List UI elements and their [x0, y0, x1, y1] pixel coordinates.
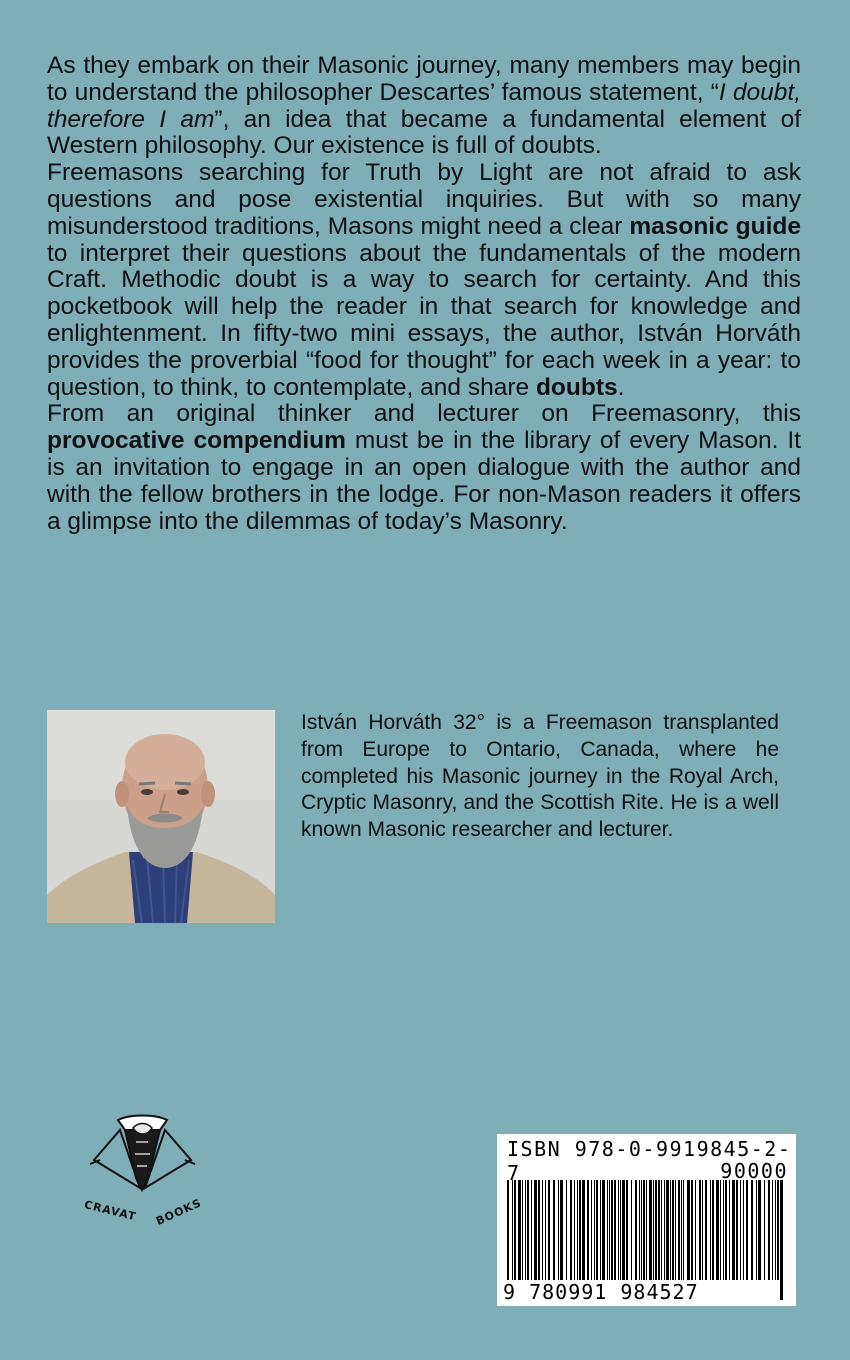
barcode-bar	[626, 1180, 628, 1280]
back-cover-blurb	[47, 53, 801, 535]
barcode-bar	[542, 1180, 543, 1280]
barcode-bar	[574, 1180, 575, 1280]
barcode-bar	[618, 1180, 619, 1280]
barcode-bar	[577, 1180, 578, 1280]
publisher-word-cravat: CRAVAT	[82, 1198, 138, 1224]
barcode-bar	[635, 1180, 637, 1280]
barcode-bar	[736, 1180, 738, 1280]
barcode-bar	[622, 1180, 625, 1280]
barcode-bar	[558, 1180, 559, 1280]
barcode-bar	[594, 1180, 595, 1280]
ean-digits: 9 780991 984527	[503, 1280, 699, 1304]
barcode-bar	[746, 1180, 748, 1280]
barcode-bar	[631, 1180, 632, 1280]
barcode-bar	[649, 1180, 652, 1280]
barcode-bar	[716, 1180, 719, 1280]
cravat-books-logo	[80, 1108, 205, 1228]
barcode-bar	[758, 1180, 761, 1280]
barcode-bar	[775, 1180, 776, 1280]
barcode-bar	[527, 1180, 529, 1280]
barcode-bar	[545, 1180, 546, 1280]
barcode-bar	[600, 1180, 601, 1280]
barcode-bar	[518, 1180, 521, 1280]
publisher-word-books: BOOKS	[154, 1196, 204, 1228]
barcode-bar	[732, 1180, 735, 1280]
barcode-bar	[764, 1180, 765, 1280]
barcode-bar	[743, 1180, 744, 1280]
barcode-bar	[687, 1180, 690, 1280]
barcode-bar	[643, 1180, 645, 1280]
barcode-bar	[683, 1180, 684, 1280]
author-portrait-illustration	[47, 710, 275, 923]
barcode-bar	[723, 1180, 724, 1280]
barcode-bar	[641, 1180, 642, 1280]
barcode-bar	[646, 1180, 647, 1280]
barcode-bar	[681, 1180, 682, 1280]
barcode-bar	[639, 1180, 640, 1280]
barcode-bar	[661, 1180, 662, 1280]
barcode-bar	[664, 1180, 665, 1280]
barcode-bar	[525, 1180, 526, 1280]
author-bio: István Horváth 32° is a Freemason transplanted from Europe to Ontario, Canada, where he completed his Masonic journey in the Royal Arch, Cryptic Masonry, and the Scottish Rite. He is a well known Masonic researcher and lecturer.	[301, 711, 779, 842]
barcode-bar	[768, 1180, 770, 1280]
barcode-bar	[566, 1180, 567, 1280]
barcode-bar	[582, 1180, 585, 1280]
isbn-label: ISBN 978-0-9919845-2-7	[507, 1137, 792, 1185]
barcode-bar	[596, 1180, 598, 1280]
barcode-bar	[655, 1180, 657, 1280]
author-photo	[47, 710, 275, 923]
barcode-bar	[675, 1180, 676, 1280]
barcode-bar	[666, 1180, 669, 1280]
barcode-bar	[607, 1180, 608, 1280]
barcode-bar	[531, 1180, 532, 1280]
barcode-bar	[695, 1180, 696, 1280]
descartes-quote: I doubt, therefore I am	[47, 78, 801, 133]
barcode-bar	[751, 1180, 753, 1280]
barcode-bar	[710, 1180, 711, 1280]
bold-doubts: doubts	[535, 373, 618, 401]
barcode-bar	[678, 1180, 680, 1280]
barcode-bar	[691, 1180, 693, 1280]
barcode-bar	[548, 1180, 550, 1280]
barcode-bar	[653, 1180, 654, 1280]
blurb-paragraph-1: As they embark on their Masonic journey, many members may begin to understand the philosopher Descartes’ famous statement, “I doubt, therefore I am”, an idea that became a fundamental element of Western philosophy. Our existence is full of doubts.	[47, 52, 802, 160]
price-code: 90000	[720, 1159, 788, 1183]
barcode-bar	[560, 1180, 563, 1280]
isbn-barcode	[497, 1134, 796, 1306]
barcode-bar	[740, 1180, 741, 1280]
barcode-bar	[579, 1180, 581, 1280]
barcode-bar	[672, 1180, 674, 1280]
barcode-bar	[522, 1180, 523, 1280]
barcode-bar	[705, 1180, 707, 1280]
barcode-bar	[658, 1180, 660, 1280]
barcode-bar	[538, 1180, 540, 1280]
barcode-bar	[720, 1180, 721, 1280]
barcode-bar	[620, 1180, 621, 1280]
barcode-bar	[756, 1180, 757, 1280]
barcode-bar	[602, 1180, 605, 1280]
barcode-bar	[725, 1180, 727, 1280]
barcode-bar	[587, 1180, 589, 1280]
blurb-paragraph-2: Freemasons searching for Truth by Light are not afraid to ask questions and pose existential inquiries. But with so many misunderstood traditions, Masons might need a clear masonic guide to interpret their questions about the fundamentals of the modern Craft. Methodic doubt is a way to search for certainty. And this pocketbook will help the reader in that search for knowledge and enlightenment. In fifty-two mini essays, the author, István Horváth provides the proverbial “food for thought” for each week in a year: to question, to think, to contemplate, and share doubts.	[47, 159, 801, 401]
barcode-bar	[591, 1180, 592, 1280]
barcode-bar	[670, 1180, 671, 1280]
barcode-bar	[553, 1180, 555, 1280]
bold-masonic-guide: masonic guide	[629, 212, 801, 240]
barcode-bar	[712, 1180, 714, 1280]
blurb-paragraph-3: From an original thinker and lecturer on Freemasonry, this provocative compendium must be in the library of every Mason. It is an invitation to engage in an open dialogue with the author and with the fellow brothers in the lodge. For non-Mason readers it offers a glimpse into the dilemmas of today’s Masonry.	[47, 400, 801, 535]
barcode-bar	[780, 1180, 783, 1300]
barcode-bar	[570, 1180, 572, 1280]
bold-provocative-compendium: provocative compendium	[47, 427, 346, 455]
barcode-bar	[772, 1180, 773, 1280]
barcode-bar	[534, 1180, 537, 1280]
barcode-bar	[699, 1180, 701, 1280]
barcode-bar	[729, 1180, 730, 1280]
barcode-bar	[702, 1180, 703, 1280]
barcode-bar	[777, 1180, 779, 1280]
